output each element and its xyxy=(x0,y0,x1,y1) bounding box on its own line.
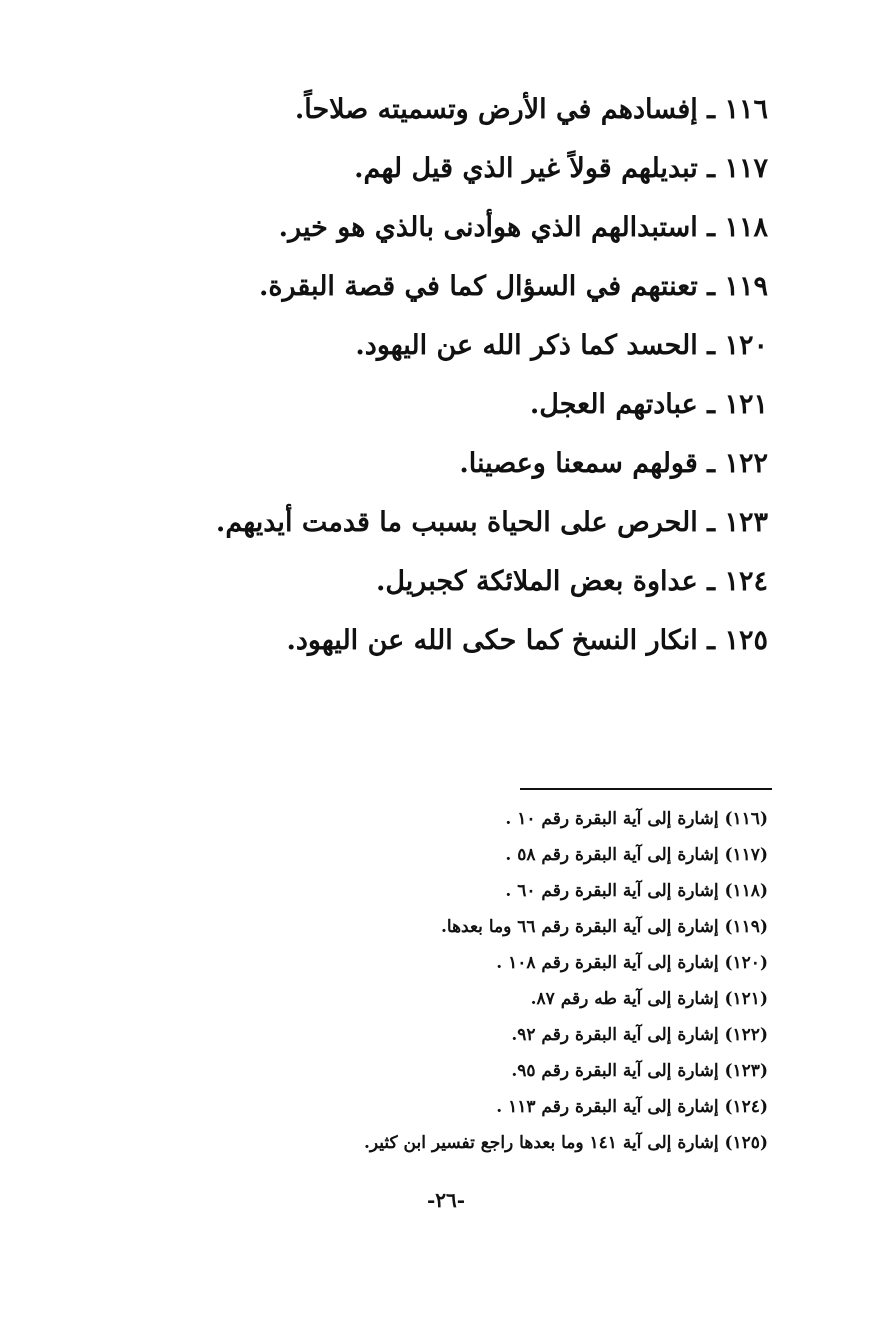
footnote: (١٢٤) إشارة إلى آية البقرة رقم ١١٣ . xyxy=(496,1097,768,1117)
footnote: (١٢٥) إشارة إلى آية ١٤١ وما بعدها راجع تفسير ابن كثير. xyxy=(363,1133,768,1153)
footnote: (١١٧) إشارة إلى آية البقرة رقم ٥٨ . xyxy=(505,845,768,865)
list-item: ١٢٥ ـ انكار النسخ كما حكى الله عن اليهود. xyxy=(286,625,768,656)
footnote-divider xyxy=(520,788,772,790)
list-item: ١٢٢ ـ قولهم سمعنا وعصينا. xyxy=(459,448,768,479)
footnote: (١٢١) إشارة إلى آية طه رقم ٨٧. xyxy=(530,989,768,1009)
list-item: ١١٩ ـ تعنتهم في السؤال كما في قصة البقرة. xyxy=(258,271,768,302)
footnote: (١١٩) إشارة إلى آية البقرة رقم ٦٦ وما بعدها. xyxy=(440,917,768,937)
footnote: (١٢٢) إشارة إلى آية البقرة رقم ٩٢. xyxy=(511,1025,768,1045)
list-item: ١١٦ ـ إفسادهم في الأرض وتسميته صلاحاً. xyxy=(294,94,768,125)
footnotes-list xyxy=(128,801,768,1161)
footnote: (١٢٣) إشارة إلى آية البقرة رقم ٩٥. xyxy=(511,1061,768,1081)
list-item: ١٢٤ ـ عداوة بعض الملائكة كجبريل. xyxy=(375,566,768,597)
list-item: ١١٧ ـ تبديلهم قولاً غير الذي قيل لهم. xyxy=(354,153,768,184)
footnote: (١١٦) إشارة إلى آية البقرة رقم ١٠ . xyxy=(505,809,768,829)
list-item: ١١٨ ـ استبدالهم الذي هوأدنى بالذي هو خير. xyxy=(278,212,768,243)
page-number: -٢٦- xyxy=(426,1188,466,1212)
footnote: (١٢٠) إشارة إلى آية البقرة رقم ١٠٨ . xyxy=(496,953,768,973)
main-list xyxy=(128,80,768,670)
list-item: ١٢٣ ـ الحرص على الحياة بسبب ما قدمت أيديهم. xyxy=(215,507,768,538)
list-item: ١٢٠ ـ الحسد كما ذكر الله عن اليهود. xyxy=(355,330,768,361)
list-item: ١٢١ ـ عبادتهم العجل. xyxy=(529,389,768,420)
footnote: (١١٨) إشارة إلى آية البقرة رقم ٦٠ . xyxy=(505,881,768,901)
